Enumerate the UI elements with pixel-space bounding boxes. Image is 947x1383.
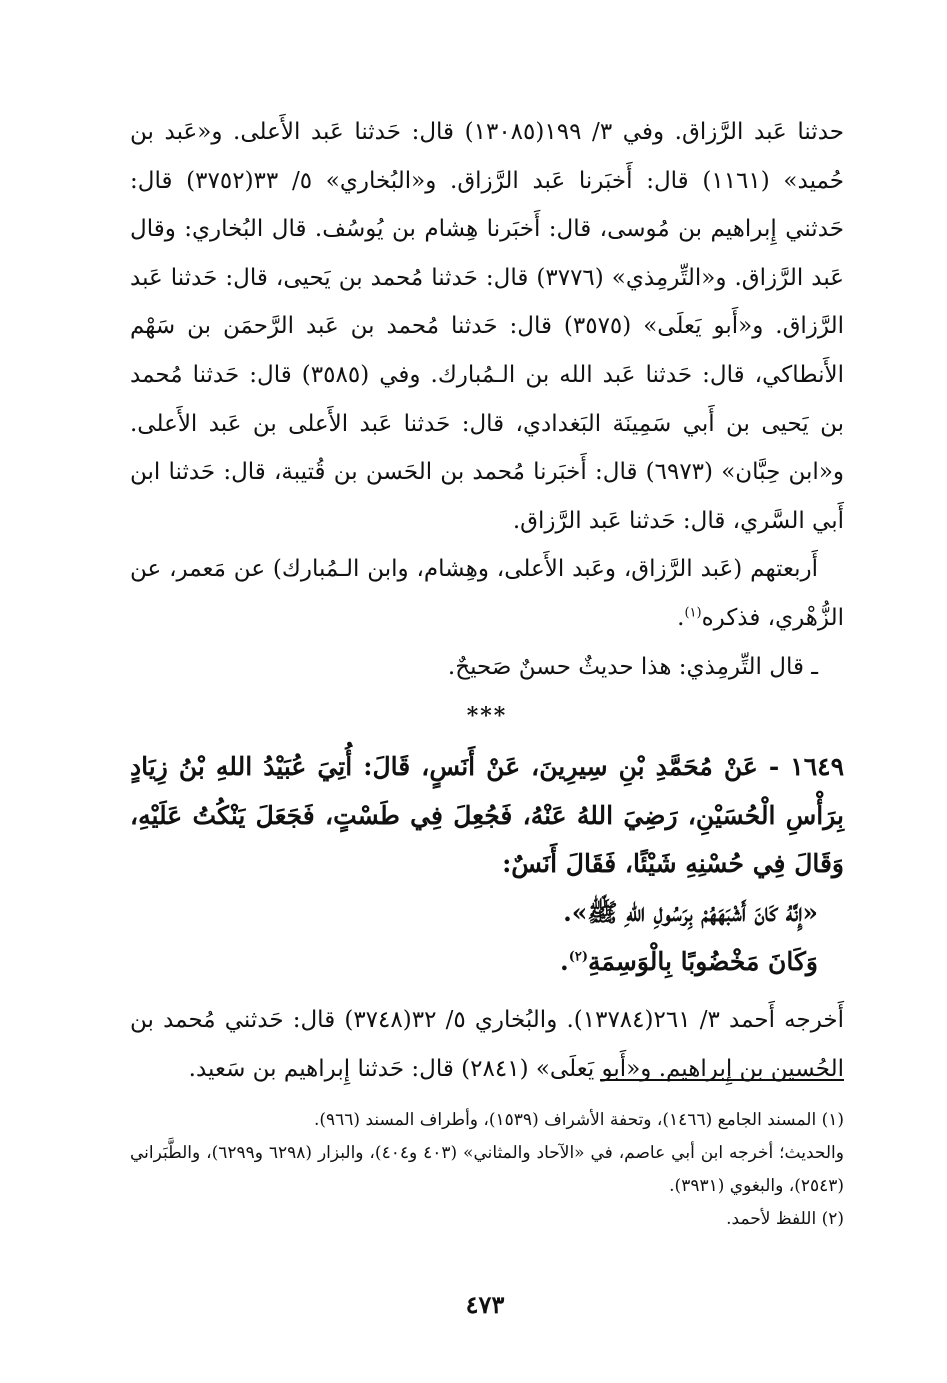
page-body bbox=[130, 108, 844, 1093]
takhrij-paragraph: أَخرجه أَحمد ٣/ ٢٦١(١٣٧٨٤). والبُخاري ٥/ ٣٢(٣٧٤٨) قال: حَدثني مُحمد بن الحُسين بن إِبراهيم. و«أَبو يَعلَى» (٢٨٤١) قال: حَدثنا إِبراهيم بن سَعيد. bbox=[130, 1007, 845, 1082]
isnad-paragraph: حدثنا عَبد الرَّزاق. وفي ٣/ ١٩٩(١٣٠٨٥) قال: حَدثنا عَبد الأَعلى. و«عَبد بن حُميد» (١١٦١) قال: أَخبَرنا عَبد الرَّزاق. و«البُخاري» ٥/ ٣٣(٣٧٥٢) قال: حَدثني إِبراهيم بن مُوسى، قال: أَخبَرنا هِشام بن يُوسُف. قال البُخاري: وقال عَبد الرَّزاق. و«التِّرمِذي» (٣٧٧٦) قال: حَدثنا مُحمد بن يَحيى، قال: حَدثنا عَبد الرَّزاق. و«أَبو يَعلَى» (٣٥٧٥) قال: حَدثنا مُحمد بن عَبد الرَّحمَن بن سَهْم الأَنطاكي، قال: حَدثنا عَبد الله بن الـمُبارك. وفي (٣٥٨٥) قال: حَدثنا مُحمد بن يَحيى بن أَبي سَمِينَة البَغدادي، قال: حَدثنا عَبد الأَعلى بن عَبد الأَعلى. و«ابن حِبَّان» (٦٩٧٣) قال: أَخبَرنا مُحمد بن الحَسن بن قُتيبة، قال: حَدثنا ابن أَبي السَّري، قال: حَدثنا عَبد الرَّزاق. bbox=[130, 119, 845, 534]
footnote-ref-1[interactable]: (١) bbox=[684, 605, 702, 621]
hadith-quote-2-text: وَكَانَ مَخْضُوبًا بِالْوَسِمَةِ bbox=[588, 946, 818, 976]
tirmidhi-grading: ـ قال التِّرمِذي: هذا حديثٌ حسنٌ صَحيحٌ. bbox=[447, 653, 818, 680]
footnote-1: (١) المسند الجامع (١٤٦٦)، وتحفة الأشراف (١٥٣٩)، وأطراف المسند (٩٦٦). bbox=[313, 1110, 844, 1130]
hadith-quote-2 bbox=[130, 938, 844, 987]
hadith-quote-1: «إِنَّهُ كَانَ أَشْبَهَهُمْ بِرَسُولِ اللهِ ﷺ». bbox=[563, 897, 818, 927]
isnad-summary-text: أَربعتهم (عَبد الرَّزاق، وعَبد الأَعلى، وهِشام، وابن الـمُبارك) عن مَعمر، عن الزُّهْري، فذكره bbox=[130, 556, 844, 631]
footnotes bbox=[130, 1104, 844, 1236]
hadith-text: ١٦٤٩ - عَنْ مُحَمَّدِ بْنِ سِيرِينَ، عَنْ أَنَسٍ، قَالَ: أُتِيَ عُبَيْدُ اللهِ بْنُ زِيَادٍ بِرَأْسِ الْحُسَيْنِ، رَضِيَ اللهُ عَنْهُ، فَجُعِلَ فِي طَسْتٍ، فَجَعَلَ يَنْكُتُ عَلَيْهِ، وَقَالَ فِي حُسْنِهِ شَيْئًا، فَقَالَ أَنَسٌ: bbox=[130, 752, 844, 879]
footnote-ref-2[interactable]: (٢) bbox=[568, 949, 589, 965]
page-number: ٤٧٣ bbox=[465, 1290, 505, 1319]
section-separator: *** bbox=[466, 703, 508, 730]
footnote-divider bbox=[600, 1079, 844, 1081]
hadith-quote-2-end: . bbox=[560, 946, 569, 976]
footnote-1-continued: والحديث؛ أخرجه ابن أبي عاصم، في «الآحاد والمثاني» (٤٠٣ و٤٠٤)، والبزار (٦٢٩٨ و٦٢٩٩)، والطَّبَراني (٢٥٤٣)، والبغوي (٣٩٣١). bbox=[130, 1143, 844, 1196]
isnad-summary-paragraph: أَربعتهم (عَبد الرَّزاق، وعَبد الأَعلى، وهِشام، وابن الـمُبارك) عن مَعمر، عن الزُّهْري، فذكره$^{(١)}$. bbox=[130, 556, 844, 631]
footnote-2: (٢) اللفظ لأحمد. bbox=[726, 1209, 844, 1229]
